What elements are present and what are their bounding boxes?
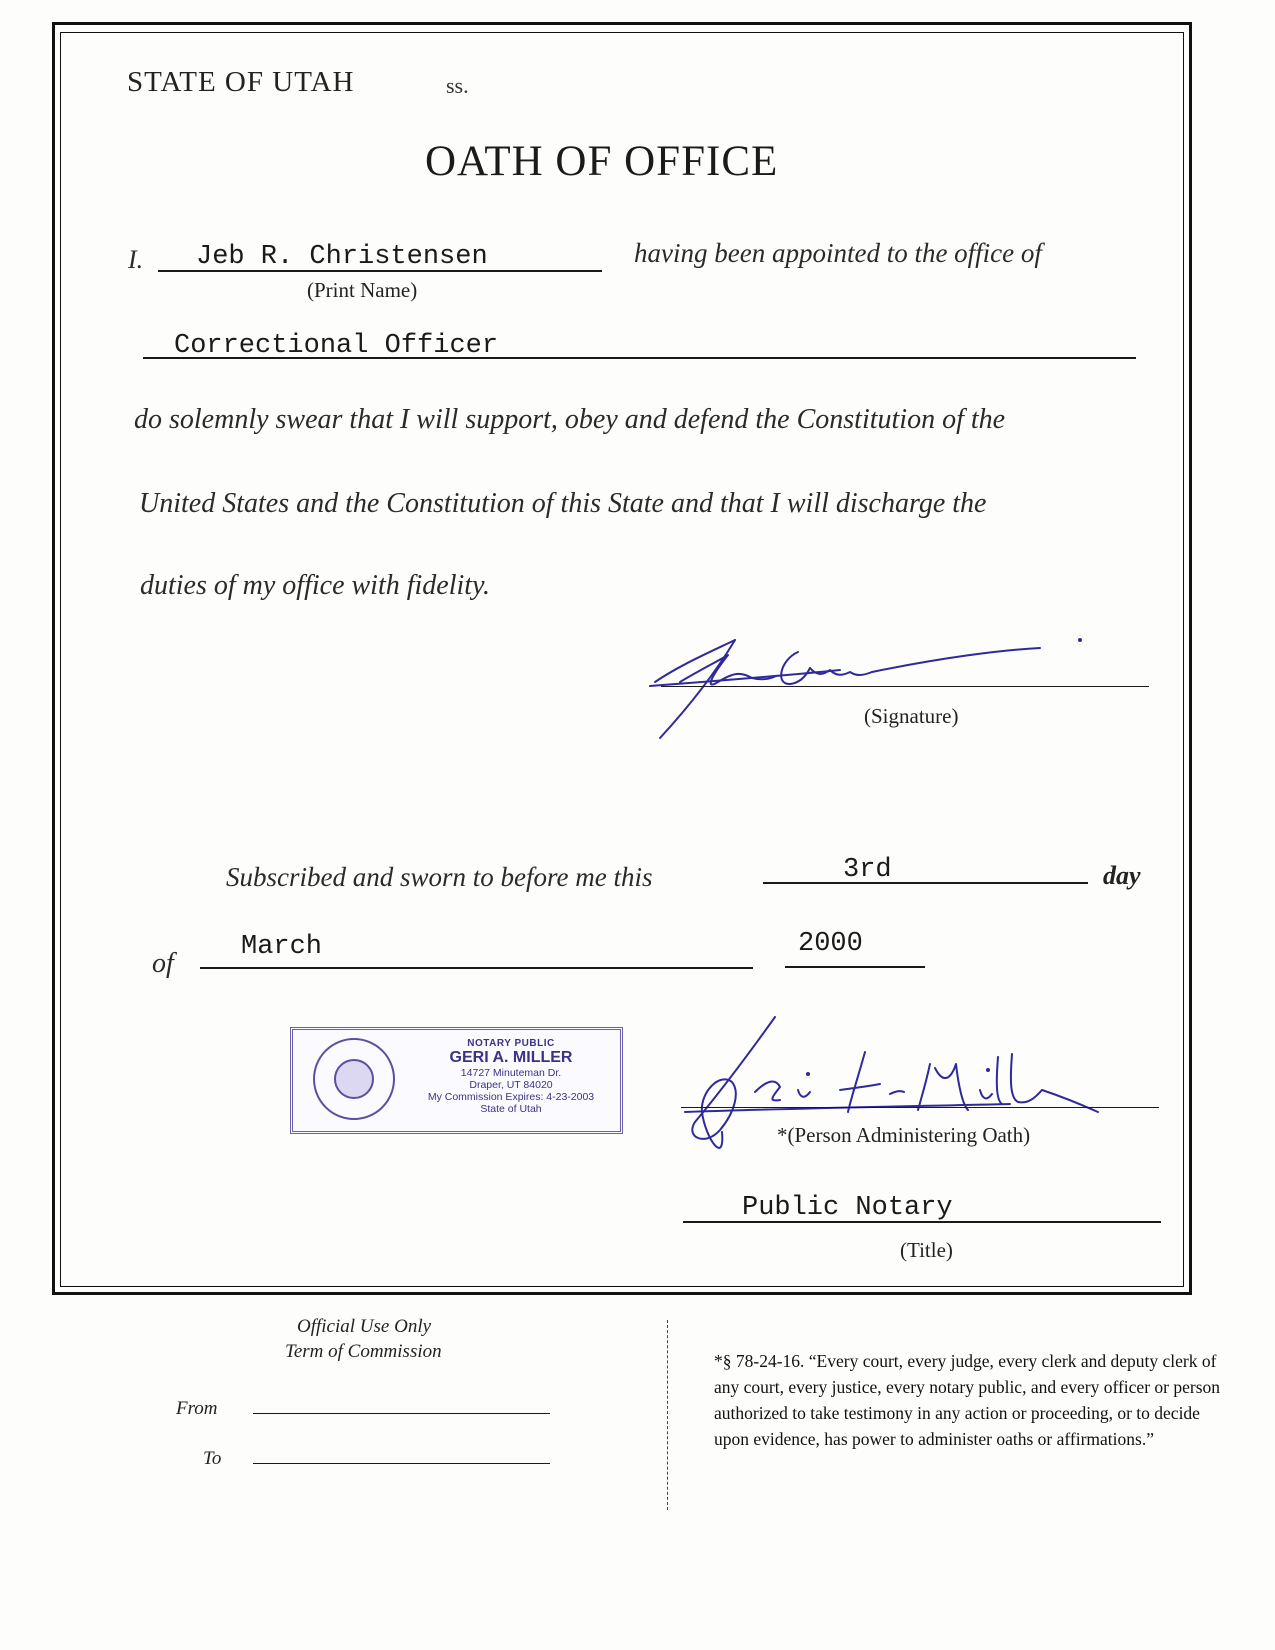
to-label: To (203, 1448, 222, 1469)
month-line (200, 967, 753, 969)
month-value: March (241, 932, 323, 962)
stamp-address-2: Draper, UT 84020 (469, 1079, 553, 1091)
office-value: Correctional Officer (174, 331, 499, 361)
title-line (683, 1221, 1161, 1223)
day-value: 3rd (843, 855, 892, 885)
day-label: day (1103, 861, 1141, 890)
to-line (253, 1463, 550, 1464)
print-name-line (158, 270, 602, 272)
oath-body-line-3: duties of my office with fidelity. (140, 570, 490, 601)
signature-line (661, 686, 1149, 687)
document-title: OATH OF OFFICE (425, 138, 779, 185)
title-caption: (Title) (900, 1238, 953, 1262)
footer-divider (667, 1320, 668, 1510)
year-value: 2000 (798, 929, 863, 959)
subscribed-text: Subscribed and sworn to before me this (226, 862, 653, 892)
from-label: From (176, 1398, 218, 1419)
term-heading: Term of Commission (285, 1341, 442, 1362)
stamp-heading: NOTARY PUBLIC (467, 1038, 555, 1049)
oath-body-line-2: United States and the Constitution of this State and that I will discharge the (139, 488, 987, 519)
statute-note: *§ 78-24-16. “Every court, every judge, every clerk and deputy clerk of any court, every justice, every notary public, and every officer or person authorized to take testimony in any action or proceeding, or to decide upon evidence, has power to administer oaths or affirmations.” (714, 1351, 1221, 1449)
of-label: of (152, 948, 174, 979)
i-prefix: I. (128, 245, 144, 274)
signature-caption: (Signature) (864, 704, 959, 728)
state-seal-icon (313, 1038, 395, 1120)
notary-signature (680, 1012, 1150, 1172)
official-use-heading: Official Use Only (297, 1316, 432, 1337)
notary-stamp (290, 1027, 623, 1134)
stamp-state: State of Utah (480, 1103, 542, 1115)
state-heading: STATE OF UTAH (127, 66, 355, 98)
print-name-caption: (Print Name) (307, 278, 418, 302)
ss-mark: ss. (446, 73, 469, 98)
office-line (143, 357, 1136, 359)
title-value: Public Notary (742, 1193, 953, 1223)
stamp-address-1: 14727 Minuteman Dr. (460, 1067, 562, 1079)
administering-caption: *(Person Administering Oath) (777, 1123, 1031, 1147)
print-name-value: Jeb R. Christensen (196, 242, 488, 272)
oath-body-line-1: do solemnly swear that I will support, obey and defend the Constitution of the (134, 404, 1006, 435)
appointed-text: having been appointed to the office of (634, 238, 1042, 268)
from-line (253, 1413, 550, 1414)
day-line (763, 882, 1088, 884)
administering-line (681, 1107, 1159, 1108)
year-line (785, 966, 925, 968)
stamp-name: GERI A. MILLER (449, 1049, 573, 1066)
stamp-commission: My Commission Expires: 4-23-2003 (427, 1091, 595, 1103)
